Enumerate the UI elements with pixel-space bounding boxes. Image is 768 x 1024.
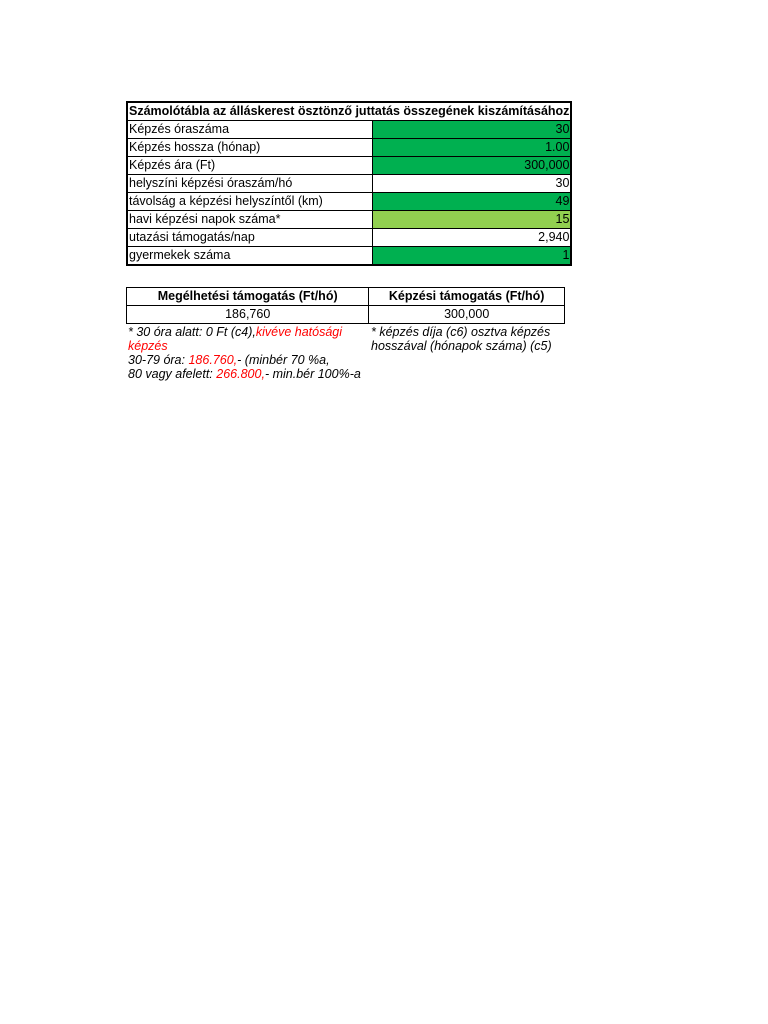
calculator-row-label: havi képzési napok száma* bbox=[127, 211, 373, 229]
note-left-line3a: 80 vagy afelett: bbox=[128, 367, 217, 381]
calculator-row bbox=[127, 121, 571, 139]
note-left-line2b: 186.760, bbox=[188, 353, 238, 367]
calculator-row bbox=[127, 211, 571, 229]
note-left-line1a: * 30 óra alatt: 0 Ft (c4), bbox=[128, 325, 256, 339]
calculator-row-label: gyermekek száma bbox=[127, 247, 373, 266]
living-allowance-note bbox=[128, 325, 368, 381]
calculator-row-label: távolság a képzési helyszíntől (km) bbox=[127, 193, 373, 211]
calculator-row-label: Képzés óraszáma bbox=[127, 121, 373, 139]
calculator-row-value[interactable]: 15 bbox=[373, 211, 571, 229]
living-allowance-header: Megélhetési támogatás (Ft/hó) bbox=[127, 288, 369, 306]
result-header-row bbox=[127, 288, 565, 306]
calculator-row bbox=[127, 157, 571, 175]
note-left-line3c: - min.bér 100%-a bbox=[264, 367, 361, 381]
living-allowance-value[interactable]: 186,760 bbox=[127, 306, 369, 324]
calculator-row-value[interactable]: 30 bbox=[373, 121, 571, 139]
calculator-row bbox=[127, 229, 571, 247]
calculator-row-label: Képzés ára (Ft) bbox=[127, 157, 373, 175]
calculator-row-label: Képzés hossza (hónap) bbox=[127, 139, 373, 157]
calculator-title-row bbox=[127, 102, 571, 121]
result-table bbox=[126, 287, 565, 324]
calculator-row bbox=[127, 175, 571, 193]
calculator-row-value[interactable]: 2,940 bbox=[373, 229, 571, 247]
calculator-row bbox=[127, 139, 571, 157]
calculator-row-value[interactable]: 1 bbox=[373, 247, 571, 266]
calculator-row-value[interactable]: 1.00 bbox=[373, 139, 571, 157]
training-allowance-value[interactable]: 300,000 bbox=[369, 306, 565, 324]
calculator-title: Számolótábla az álláskerest ösztönző juttatás összegének kiszámításához bbox=[127, 102, 571, 121]
note-left-line2c: - (minbér 70 %a, bbox=[237, 353, 330, 367]
training-allowance-header: Képzési támogatás (Ft/hó) bbox=[369, 288, 565, 306]
note-left-line2a: 30-79 óra: bbox=[128, 353, 189, 367]
calculator-row bbox=[127, 193, 571, 211]
calculator-table bbox=[126, 101, 572, 266]
note-left-line1b: kivéve hatósági képzés bbox=[128, 325, 343, 353]
calculator-row-value[interactable]: 49 bbox=[373, 193, 571, 211]
training-allowance-note: * képzés díja (c6) osztva képzés hosszával (hónapok száma) (c5) bbox=[371, 325, 552, 353]
result-value-row bbox=[127, 306, 565, 324]
calculator-row-value[interactable]: 300,000 bbox=[373, 157, 571, 175]
note-left-line3b: 266.800, bbox=[216, 367, 265, 381]
calculator-row-label: helyszíni képzési óraszám/hó bbox=[127, 175, 373, 193]
calculator-row-label: utazási támogatás/nap bbox=[127, 229, 373, 247]
calculator-row-value[interactable]: 30 bbox=[373, 175, 571, 193]
calculator-row bbox=[127, 247, 571, 266]
